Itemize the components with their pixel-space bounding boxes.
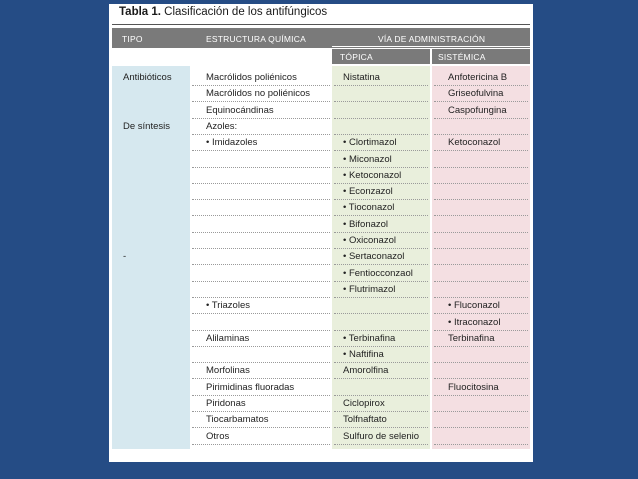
row-divider — [434, 330, 528, 331]
row-divider — [192, 395, 330, 396]
topica-cell: • Naftifina — [343, 349, 384, 361]
row-divider — [192, 85, 330, 86]
topica-cell: • Bifonazol — [343, 218, 389, 230]
row-divider — [434, 85, 528, 86]
header-topica: TÓPICA — [340, 52, 373, 62]
topica-cell: Amorolfina — [343, 365, 389, 377]
topica-cell: • Clortimazol — [343, 137, 397, 149]
row-divider — [434, 167, 528, 168]
row-divider — [434, 101, 528, 102]
row-divider — [334, 101, 428, 102]
sistemica-cell: Griseofulvina — [448, 88, 504, 100]
tipo-cell: Antibióticos — [123, 72, 172, 83]
sistemica-cell: Ketoconazol — [448, 137, 501, 149]
row-divider — [192, 215, 330, 216]
row-divider — [334, 167, 428, 168]
sistemica-cell: Fluocitosina — [448, 381, 499, 393]
row-divider — [192, 167, 330, 168]
estructura-cell: Morfolinas — [206, 365, 250, 377]
header-divider — [332, 46, 530, 47]
row-divider — [434, 346, 528, 347]
row-divider — [192, 248, 330, 249]
header-via: VÍA DE ADMINISTRACIÓN — [378, 34, 486, 44]
row-divider — [334, 248, 428, 249]
row-divider — [334, 215, 428, 216]
row-divider — [334, 395, 428, 396]
row-divider — [334, 313, 428, 314]
row-divider — [192, 444, 330, 445]
sistemica-cell: • Fluconazol — [448, 300, 500, 312]
row-divider — [334, 264, 428, 265]
row-divider — [434, 248, 528, 249]
row-divider — [434, 362, 528, 363]
row-divider — [192, 232, 330, 233]
row-divider — [434, 264, 528, 265]
row-divider — [434, 215, 528, 216]
row-divider — [192, 378, 330, 379]
row-divider — [192, 330, 330, 331]
row-divider — [334, 427, 428, 428]
topica-cell: Ciclopirox — [343, 398, 385, 409]
row-divider — [334, 411, 428, 412]
sistemica-cell: Caspofungina — [448, 104, 507, 116]
table-title-text: Clasificación de los antifúngicos — [164, 6, 328, 18]
row-divider — [334, 199, 428, 200]
tipo-cell: De síntesis — [123, 120, 170, 132]
sistemica-cell: • Itraconazol — [448, 316, 501, 328]
estructura-cell: Azoles: — [206, 120, 238, 132]
row-divider — [434, 313, 528, 314]
row-divider — [434, 427, 528, 428]
row-divider — [434, 411, 528, 412]
topica-cell: Nistatina — [343, 72, 380, 83]
row-divider — [192, 281, 330, 282]
table-title — [119, 6, 327, 18]
row-divider — [334, 362, 428, 363]
row-divider — [192, 346, 330, 347]
estructura-cell: Pirimidinas fluoradas — [206, 381, 295, 393]
sistemica-cell: Terbinafina — [448, 332, 495, 344]
row-divider — [192, 411, 330, 412]
row-divider — [334, 232, 428, 233]
row-divider — [192, 264, 330, 265]
topica-cell: • Oxiconazol — [343, 235, 396, 246]
row-divider — [334, 85, 428, 86]
row-divider — [192, 427, 330, 428]
estructura-cell: Tiocarbamatos — [206, 414, 269, 426]
topica-cell: • Flutrimazol — [343, 283, 396, 295]
row-divider — [434, 378, 528, 379]
topica-cell: • Tioconazol — [343, 202, 395, 214]
topica-cell: • Miconazol — [343, 153, 392, 165]
row-divider — [192, 150, 330, 151]
row-divider — [192, 362, 330, 363]
row-divider — [334, 297, 428, 298]
row-divider — [192, 101, 330, 102]
row-divider — [192, 118, 330, 119]
topica-cell: Tolfnaftato — [343, 414, 387, 426]
estructura-cell: Equinocándinas — [206, 104, 274, 116]
topica-cell: • Terbinafina — [343, 332, 396, 344]
topica-cell: • Econzazol — [343, 186, 393, 198]
row-divider — [434, 232, 528, 233]
estructura-cell: • Imidazoles — [206, 137, 258, 149]
row-divider — [434, 444, 528, 445]
row-divider — [434, 118, 528, 119]
row-divider — [192, 134, 330, 135]
row-divider — [334, 444, 428, 445]
topica-cell: Sulfuro de selenio — [343, 430, 420, 442]
header-row — [112, 28, 530, 48]
row-divider — [334, 118, 428, 119]
title-divider — [112, 24, 530, 25]
row-divider — [434, 199, 528, 200]
row-divider — [192, 183, 330, 184]
sistemica-cell: Anfotericina B — [448, 72, 508, 83]
row-divider — [334, 150, 428, 151]
row-divider — [434, 183, 528, 184]
topica-cell: • Ketoconazol — [343, 169, 402, 181]
row-divider — [334, 183, 428, 184]
topica-cell: • Sertaconazol — [343, 251, 405, 263]
row-divider — [192, 199, 330, 200]
estructura-cell: Macrólidos no poliénicos — [206, 88, 311, 100]
tipo-cell: - — [123, 251, 127, 263]
row-divider — [434, 281, 528, 282]
estructura-cell: Otros — [206, 430, 230, 442]
row-divider — [192, 297, 330, 298]
header-estructura: ESTRUCTURA QUÍMICA — [206, 34, 306, 44]
estructura-cell: Alilaminas — [206, 332, 250, 344]
estructura-cell: Piridonas — [206, 398, 246, 409]
header-tipo: TIPO — [122, 34, 143, 44]
row-divider — [434, 395, 528, 396]
table-title-number: Tabla 1. — [119, 6, 161, 18]
row-divider — [334, 346, 428, 347]
row-divider — [434, 150, 528, 151]
header-subdivider — [430, 49, 432, 64]
header-sistemica: SISTÉMICA — [438, 52, 486, 62]
row-divider — [334, 134, 428, 135]
row-divider — [434, 134, 528, 135]
row-divider — [334, 378, 428, 379]
header-subrow — [332, 49, 530, 64]
row-divider — [192, 313, 330, 314]
row-divider — [334, 330, 428, 331]
row-divider — [434, 297, 528, 298]
row-divider — [334, 281, 428, 282]
estructura-cell: • Triazoles — [206, 300, 250, 312]
topica-cell: • Fentiocconzaol — [343, 267, 413, 279]
estructura-cell: Macrólidos poliénicos — [206, 72, 297, 83]
